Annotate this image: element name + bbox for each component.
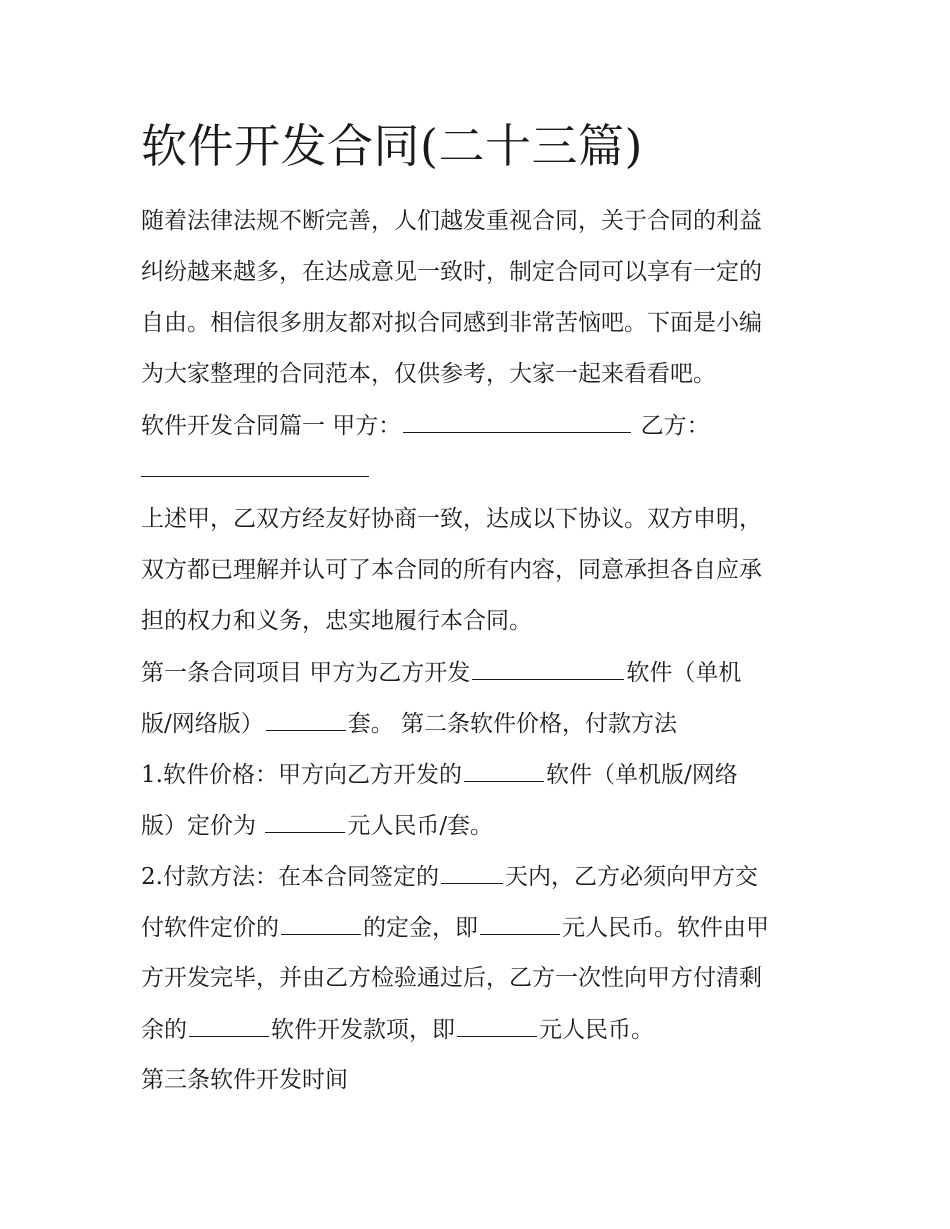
remaining-amount-blank <box>457 1012 537 1037</box>
intro-line-1: 随着法律法规不断完善，人们越发重视合同，关于合同的利益 <box>141 208 762 234</box>
software-name-blank <box>472 655 624 680</box>
article1-text-2: 软件（单机 <box>626 660 742 686</box>
payment-text-4: 的定金，即 <box>363 915 478 941</box>
price-text-3: 版）定价为 <box>141 813 264 839</box>
article3-heading: 第三条软件开发时间 <box>141 1067 348 1093</box>
payment-line-2 <box>141 910 769 945</box>
article1-line-2 <box>141 706 677 741</box>
document-title: 软件开发合同(二十三篇) <box>141 119 643 173</box>
article1-line-1 <box>141 655 741 690</box>
article1-text-4: 套。 第二条软件价格，付款方法 <box>347 711 678 737</box>
intro-line-3: 自由。相信很多朋友都对拟合同感到非常苦恼吧。下面是小编 <box>141 310 762 336</box>
intro-line-4: 为大家整理的合同范本，仅供参考，大家一起来看看吧。 <box>141 361 716 387</box>
deposit-percent-blank <box>281 910 361 935</box>
price-line-1 <box>141 757 738 792</box>
payment-text-5: 元人民币。软件由甲 <box>562 915 769 941</box>
price-amount-blank <box>265 808 345 833</box>
agreement-line-2: 双方都已理解并认可了本合同的所有内容，同意承担各自应承 <box>141 557 762 583</box>
intro-line-2: 纠纷越来越多，在达成意见一致时，制定合同可以享有一定的 <box>141 259 762 285</box>
remaining-blank <box>189 1012 269 1037</box>
parties-line <box>141 408 710 443</box>
article1-text-3: 版/网络版） <box>141 711 264 737</box>
agreement-line-3: 担的权力和义务，忠实地履行本合同。 <box>141 608 532 634</box>
party-b-label: 乙方： <box>640 413 710 439</box>
sets-blank <box>266 706 346 731</box>
party-b-blank <box>141 452 369 477</box>
payment-text-3: 付软件定价的 <box>141 915 279 941</box>
party-b-blank-line <box>141 452 371 487</box>
deposit-amount-blank <box>480 910 560 935</box>
payment-text-8: 元人民币。 <box>539 1017 654 1043</box>
agreement-line-1: 上述甲，乙双方经友好协商一致，达成以下协议。双方申明， <box>141 506 762 532</box>
price-text-1: 1.软件价格：甲方向乙方开发的 <box>141 762 462 788</box>
price-text-4: 元人民币/套。 <box>347 813 494 839</box>
payment-line-3: 方开发完毕，并由乙方检验通过后，乙方一次性向甲方付清剩 <box>141 965 762 991</box>
price-line-2 <box>141 808 493 843</box>
payment-line-4 <box>141 1012 654 1047</box>
days-blank <box>441 859 503 884</box>
party-a-blank <box>403 408 631 433</box>
payment-line-1 <box>141 859 758 894</box>
payment-text-1: 2.付款方法：在本合同签定的 <box>141 864 439 890</box>
payment-text-6: 余的 <box>141 1017 187 1043</box>
party-a-label: 软件开发合同篇一 甲方： <box>141 413 402 439</box>
price-software-blank <box>464 757 544 782</box>
payment-text-2: 天内，乙方必须向甲方交 <box>504 864 758 890</box>
price-text-2: 软件（单机版/网络 <box>545 762 738 788</box>
article1-text-1: 第一条合同项目 甲方为乙方开发 <box>141 660 471 686</box>
payment-text-7: 软件开发款项，即 <box>271 1017 455 1043</box>
